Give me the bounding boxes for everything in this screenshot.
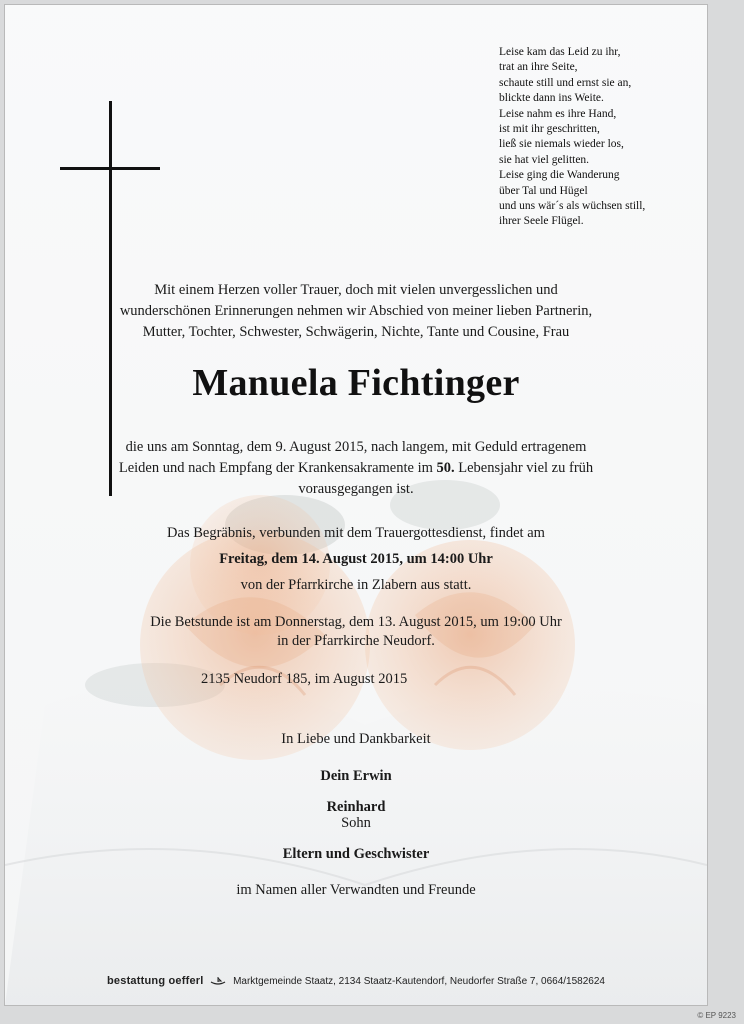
poem-line: trat an ihre Seite, (499, 61, 578, 74)
son-name: Reinhard (326, 799, 386, 815)
poem-line: und uns wär´s als wüchsen still, (499, 200, 646, 213)
relatives-line: im Namen aller Verwandten und Freunde (236, 882, 476, 898)
intro-line: wunderschönen Erinnerungen nehmen wir Abschied von meiner lieben Partnerin, (119, 303, 593, 319)
intro-line: Mit einem Herzen voller Trauer, doch mit vielen unvergesslichen und (154, 282, 558, 298)
poem-line: über Tal und Hügel (499, 184, 588, 197)
death-notice (45, 437, 667, 500)
obituary-sheet (4, 4, 708, 1006)
poem-line: Leise kam das Leid zu ihr, (499, 46, 621, 58)
death-notice-line: die uns am Sonntag, dem 9. August 2015, nach langem, mit Geduld ertragenem (125, 439, 587, 455)
poem-line: blickte dann ins Weite. (499, 92, 604, 105)
funeral-line: von der Pfarrkirche in Zlabern aus statt. (240, 577, 472, 593)
footer-brand: bestattung oefferl (107, 975, 204, 987)
intro-line: Mutter, Tochter, Schwester, Schwägerin, Nichte, Tante und Cousine, Frau (142, 324, 570, 340)
poem-line: Leise nahm es ihre Hand, (499, 107, 617, 120)
son-role: Sohn (341, 815, 371, 831)
poem-line: Leise ging die Wanderung (499, 169, 620, 182)
age-value: 50. (436, 460, 455, 476)
death-notice-line: vorausgegangen ist. (298, 481, 414, 497)
prayer-line: in der Pfarrkirche Neudorf. (277, 633, 435, 649)
poem-line: ihrer Seele Flügel. (499, 215, 584, 228)
poem (499, 45, 699, 230)
deceased-name: Manuela Fichtinger (192, 362, 520, 404)
closing-line: In Liebe und Dankbarkeit (281, 731, 431, 747)
death-notice-text: Leiden und nach Empfang der Krankensakramente im (118, 460, 437, 476)
copyright-label: © EP 9223 (697, 1011, 736, 1020)
footer-address: Marktgemeinde Staatz, 2134 Staatz-Kautendorf, Neudorfer Straße 7, 0664/1582624 (233, 976, 605, 987)
funeral-date: Freitag, dem 14. August 2015, um 14:00 Uhr (219, 551, 493, 567)
poem-line: ließ sie niemals wieder los, (499, 138, 624, 151)
intro-text (45, 280, 667, 343)
prayer-info (45, 613, 667, 651)
poem-line: ist mit ihr geschritten, (499, 123, 600, 136)
family-line: Eltern und Geschwister (282, 846, 430, 862)
poem-line: sie hat viel gelitten. (499, 153, 590, 166)
boat-logo-icon (210, 977, 226, 985)
poem-line: schaute still und ernst sie an, (499, 76, 632, 89)
partner-name: Dein Erwin (320, 768, 392, 784)
death-notice-text: Lebensjahr viel zu früh (454, 460, 594, 476)
place-date: 2135 Neudorf 185, im August 2015 (201, 671, 408, 687)
funeral-line: Das Begräbnis, verbunden mit dem Trauergottesdienst, findet am (167, 525, 545, 541)
prayer-line: Die Betstunde ist am Donnerstag, dem 13. August 2015, um 19:00 Uhr (150, 614, 562, 630)
cross-icon-horizontal (60, 167, 160, 170)
footer (5, 975, 707, 987)
funeral-info (45, 520, 667, 598)
death-notice-line (45, 458, 667, 479)
